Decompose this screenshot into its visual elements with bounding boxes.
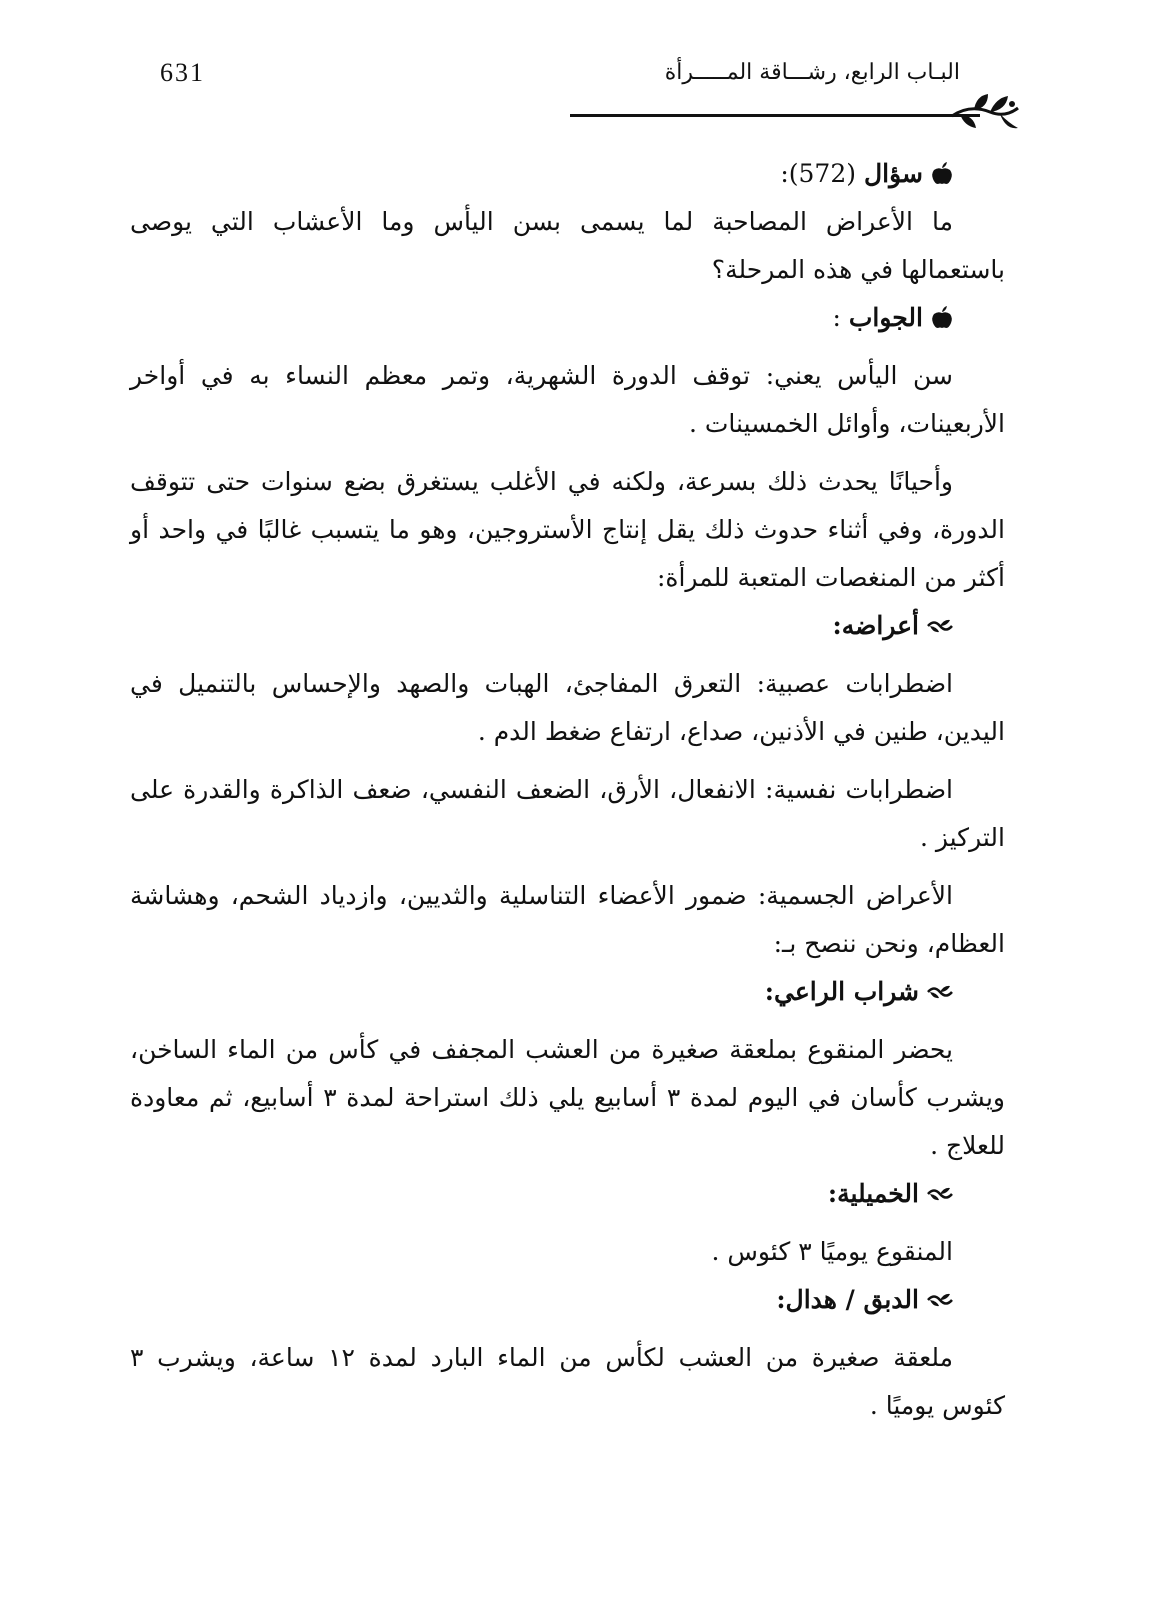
running-title: البـاب الرابع، رشـــاقة المـــــرأة (664, 60, 960, 85)
page-number: 631 (160, 58, 205, 87)
remedy-heading-text: الدبق / هدال: (776, 1285, 919, 1314)
remedy-heading (130, 1276, 1005, 1324)
question-heading (130, 150, 1005, 198)
answer-paragraph: سن اليأس يعني: توقف الدورة الشهرية، وتمر معظم النساء به في أواخر الأربعينات، وأوائل الخمسينات . (130, 361, 1005, 438)
remedy-heading (130, 1170, 1005, 1218)
remedy-heading-text: الخميلية: (827, 1179, 919, 1208)
remedy-text: ملعقة صغيرة من العشب لكأس من الماء البارد لمدة ١٢ ساعة، ويشرب ٣ كئوس يوميًا . (130, 1343, 1005, 1420)
symptom-paragraph: الأعراض الجسمية: ضمور الأعضاء التناسلية والثديين، وازدياد الشحم، وهشاشة العظام، ونحن ننصح بـ: (130, 881, 1005, 958)
page-header (140, 58, 1020, 128)
remedy-text: يحضر المنقوع بملعقة صغيرة من العشب المجفف في كأس من الماء الساخن، ويشرب كأسان في اليوم لمدة ٣ أسابيع يلي ذلك استراحة لمدة ٣ أسابيع، ثم معاودة للعلاج . (130, 1035, 1005, 1160)
page-body (130, 150, 1005, 1430)
question-label: سؤال (864, 159, 923, 188)
answer-paragraph: وأحيانًا يحدث ذلك بسرعة، ولكنه في الأغلب يستغرق بضع سنوات حتى تتوقف الدورة، وفي أثناء حدوث ذلك يقل إنتاج الأستروجين، وهو ما يتسبب غالبًا في واحد أو أكثر من المنغصات المتعبة للمرأة: (130, 467, 1005, 592)
leaf-ornament-icon (950, 94, 1020, 130)
remedy-heading-text: شراب الراعي: (764, 977, 919, 1006)
apple-icon (931, 162, 953, 186)
remedy-text: المنقوع يوميًا ٣ كئوس . (711, 1237, 953, 1266)
remedy-heading (130, 968, 1005, 1016)
leaf-bullet-icon (927, 984, 953, 1000)
leaf-bullet-icon (927, 1186, 953, 1202)
symptoms-heading (130, 602, 1005, 650)
leaf-bullet-icon (927, 618, 953, 634)
apple-icon (931, 306, 953, 330)
question-number: (572): (780, 159, 857, 188)
symptom-paragraph: اضطرابات نفسية: الانفعال، الأرق، الضعف النفسي، ضعف الذاكرة والقدرة على التركيز . (130, 775, 1005, 852)
question-text: ما الأعراض المصاحبة لما يسمى بسن اليأس وما الأعشاب التي يوصى باستعمالها في هذه المرحلة؟ (130, 207, 1005, 284)
symptoms-heading-text: أعراضه: (832, 611, 919, 640)
answer-heading (130, 294, 1005, 342)
header-rule (570, 114, 980, 117)
leaf-bullet-icon (927, 1292, 953, 1308)
symptom-paragraph: اضطرابات عصبية: التعرق المفاجئ، الهبات والصهد والإحساس بالتنميل في اليدين، طنين في الأذنين، صداع، ارتفاع ضغط الدم . (130, 669, 1005, 746)
answer-colon: : (832, 303, 841, 332)
answer-label: الجواب (848, 303, 923, 332)
